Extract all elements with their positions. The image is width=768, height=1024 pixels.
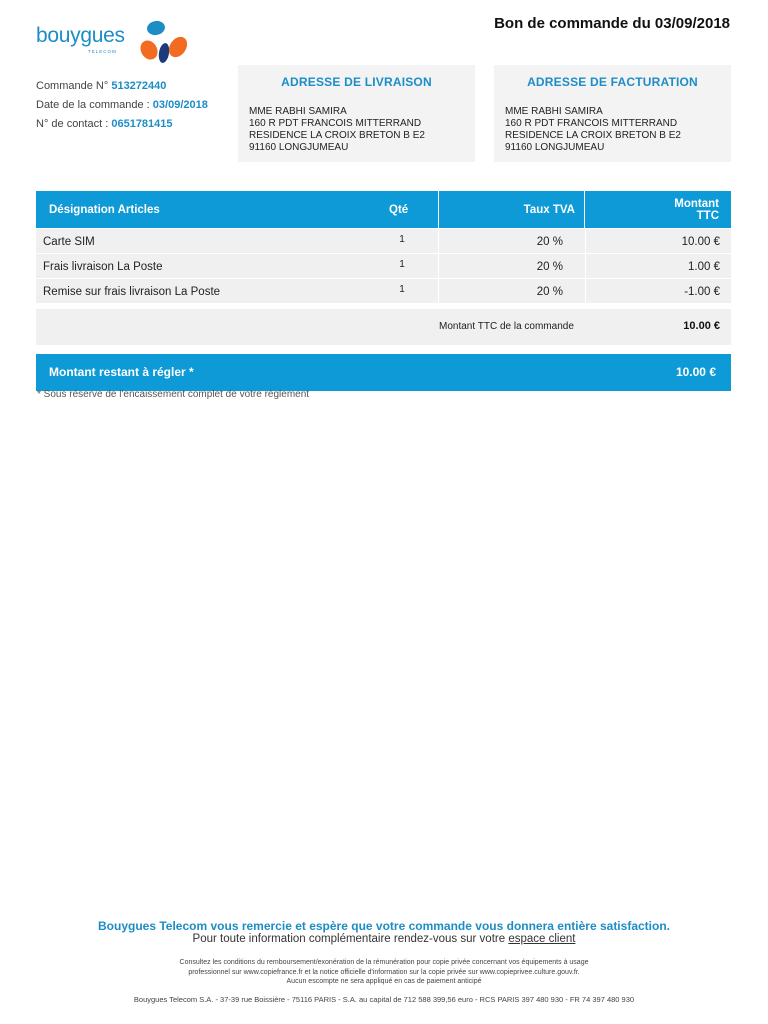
bouygues-telecom-logo — [36, 16, 186, 66]
payment-note: * Sous réserve de l'encaissement complet de votre règlement — [37, 389, 310, 400]
remaining-amount-box — [36, 354, 731, 391]
order-number-row — [36, 80, 208, 99]
cell-designation: Remise sur frais livraison La Poste — [43, 285, 221, 298]
legal-notice — [0, 958, 768, 987]
order-total-box — [36, 309, 731, 345]
billing-address-line: 160 R PDT FRANCOIS MITTERRAND — [505, 118, 678, 129]
order-date-value: 03/09/2018 — [152, 99, 208, 111]
cell-amount: 10.00 € — [585, 229, 731, 254]
info-message — [0, 933, 768, 945]
table-row — [36, 229, 731, 254]
cell-designation: Frais livraison La Poste — [43, 260, 163, 273]
logo-wordmark: bouygues — [36, 24, 125, 47]
items-table-header — [36, 191, 731, 228]
contact-value: 0651781415 — [111, 118, 173, 130]
delivery-address-line: MME RABHI SAMIRA — [249, 106, 347, 117]
company-info: Bouygues Telecom S.A. - 37-39 rue Boissière - 75116 PARIS - S.A. au capital de 712 588 399,56 euro - RCS PARIS 397 480 930 - FR 74 397 480 930 — [133, 995, 635, 1004]
delivery-address-box — [238, 65, 475, 162]
order-date-label: Date de la commande : — [36, 99, 150, 111]
order-number-value: 513272440 — [111, 80, 167, 92]
delivery-address-line: RESIDENCE LA CROIX BRETON B E2 — [249, 130, 425, 141]
logo-subtitle: TELECOM — [88, 49, 117, 54]
customer-space-link[interactable]: espace client — [508, 933, 576, 945]
contact-label: N° de contact : — [36, 118, 109, 130]
billing-address-title: ADRESSE DE FACTURATION — [527, 75, 698, 89]
header-vat: Taux TVA — [438, 191, 585, 228]
logo-symbol-icon — [136, 16, 188, 66]
header-amount-line1: Montant — [674, 197, 719, 210]
table-row — [36, 279, 731, 304]
cell-quantity: 1 — [399, 259, 405, 270]
delivery-address-title: ADRESSE DE LIVRAISON — [281, 75, 432, 89]
remaining-amount-label: Montant restant à régler * — [49, 365, 194, 379]
contact-row — [36, 118, 208, 137]
cell-vat: 20 % — [438, 254, 585, 279]
items-table-body — [36, 229, 731, 304]
cell-vat: 20 % — [438, 229, 585, 254]
cell-designation: Carte SIM — [43, 235, 95, 248]
cell-quantity: 1 — [399, 284, 405, 295]
header-designation: Désignation Articles — [49, 203, 160, 216]
billing-address-box — [494, 65, 731, 162]
billing-address-line: MME RABHI SAMIRA — [505, 106, 603, 117]
header-amount — [584, 191, 731, 228]
info-text: Pour toute information complémentaire rendez-vous sur votre — [192, 933, 506, 945]
header-amount-line2: TTC — [696, 209, 719, 222]
delivery-address-line: 91160 LONGJUMEAU — [249, 142, 349, 153]
legal-line: Consultez les conditions du remboursement/exonération de la rémunération pour copie privée concernant vos équipements à usage — [179, 959, 589, 966]
order-info — [36, 80, 208, 137]
cell-amount: -1.00 € — [585, 279, 731, 304]
order-total-value: 10.00 € — [683, 320, 720, 332]
billing-address-line: RESIDENCE LA CROIX BRETON B E2 — [505, 130, 681, 141]
cell-quantity: 1 — [399, 234, 405, 245]
page-title: Bon de commande du 03/09/2018 — [494, 15, 730, 32]
legal-line: Aucun escompte ne sera appliqué en cas de paiement anticipé — [286, 978, 482, 985]
remaining-amount-value: 10.00 € — [675, 365, 716, 379]
order-date-row — [36, 99, 208, 118]
delivery-address-line: 160 R PDT FRANCOIS MITTERRAND — [249, 118, 422, 129]
order-total-label: Montant TTC de la commande — [439, 321, 574, 332]
legal-line: professionnel sur www.copiefrance.fr et la notice officielle d'information sur la copie privée sur www.copieprivee.culture.gouv.fr. — [188, 968, 580, 976]
table-row — [36, 254, 731, 279]
header-quantity: Qté — [389, 203, 409, 216]
cell-amount: 1.00 € — [585, 254, 731, 279]
thanks-message: Bouygues Telecom vous remercie et espère que votre commande vous donnera entière satisfaction. — [98, 919, 670, 933]
order-number-label: Commande N° — [36, 80, 109, 92]
billing-address-line: 91160 LONGJUMEAU — [505, 142, 605, 153]
cell-vat: 20 % — [438, 279, 585, 304]
